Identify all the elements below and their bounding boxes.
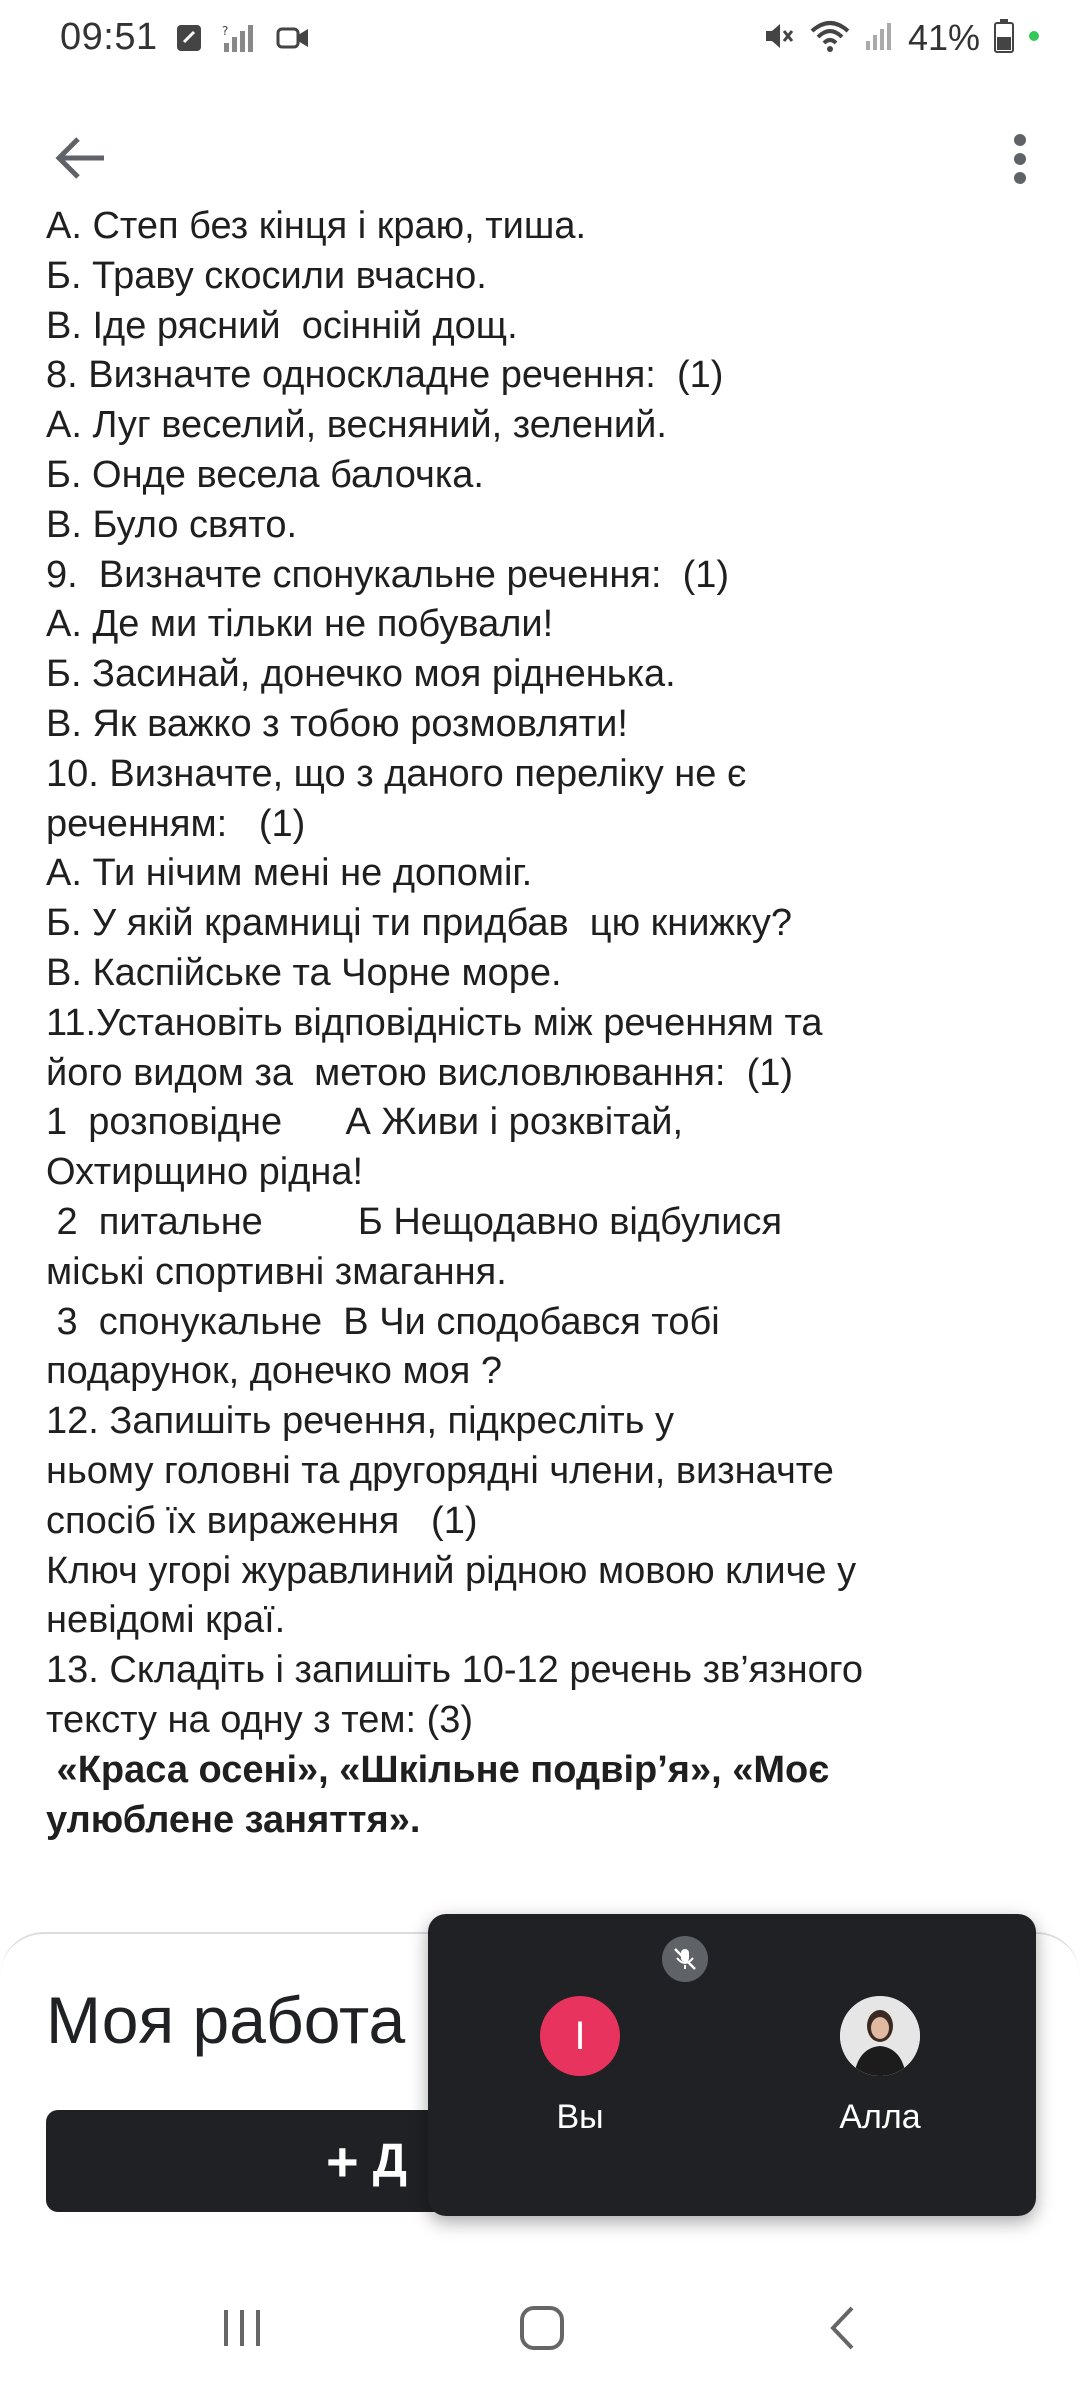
document-line: В. Каспійське та Чорне море. <box>46 951 562 994</box>
document-line: Б. Онде весела балочка. <box>46 453 484 496</box>
document-line: 9. Визначте спонукальне речення: (1) <box>46 553 730 596</box>
document-line: 10. Визначте, що з даного переліку не є <box>46 752 747 795</box>
document-line: Ключ угорі журавлиний рідною мовою кличе у <box>46 1549 857 1592</box>
document-line: улюблене заняття». <box>46 1798 421 1841</box>
document-line: міські спортивні змагання. <box>46 1250 507 1293</box>
participant-alla[interactable] <box>780 1996 980 2137</box>
document-line: Б. Засинай, донечко моя рідненька. <box>46 653 676 696</box>
mute-icon <box>762 19 796 58</box>
document-line: 2 питальне Б Нещодавно відбулися <box>46 1200 783 1243</box>
screenshot-icon <box>176 24 202 57</box>
nav-back-button[interactable] <box>782 2300 902 2360</box>
document-content[interactable] <box>46 206 1046 1906</box>
plus-icon: + <box>326 2129 359 2193</box>
document-line: А. Степ без кінця і краю, тиша. <box>46 206 587 247</box>
document-line: 11.Установіть відповідність між реченням та <box>46 1001 823 1044</box>
navigation-bar <box>0 2260 1080 2400</box>
document-line: А. Ти нічим мені не допоміг. <box>46 852 533 895</box>
document-line: 13. Складіть і запишіть 10-12 речень зв’язного <box>46 1649 863 1692</box>
status-right-icons <box>762 16 1040 60</box>
add-work-label: Д <box>372 2134 407 2188</box>
document-text <box>46 206 863 1845</box>
signal-icon <box>864 21 894 56</box>
recents-button[interactable] <box>182 2300 302 2360</box>
status-bar <box>0 0 1080 80</box>
document-line: Охтирщино рідна! <box>46 1151 364 1194</box>
document-line: 8. Визначте односкладне речення: (1) <box>46 354 724 397</box>
home-button[interactable] <box>482 2300 602 2360</box>
status-left-icons <box>176 20 310 60</box>
status-time: 09:51 <box>60 16 158 58</box>
participant-name-alla: Алла <box>839 2098 921 2136</box>
document-line: «Краса осені», «Шкільне подвір’я», «Моє <box>46 1748 830 1791</box>
battery-icon <box>994 19 1014 58</box>
document-line: А. Луг веселий, весняний, зелений. <box>46 404 667 447</box>
document-line: його видом за метою висловлювання: (1) <box>46 1051 794 1094</box>
home-icon <box>518 2304 566 2357</box>
video-icon <box>276 25 310 56</box>
document-line: невідомі краї. <box>46 1599 286 1642</box>
more-vert-icon <box>1013 133 1027 190</box>
arrow-left-icon <box>54 136 106 185</box>
document-line: В. Як важко з тобою розмовляти! <box>46 702 628 745</box>
document-line: реченням: (1) <box>46 802 306 845</box>
document-line: 12. Запишіть речення, підкресліть у <box>46 1400 675 1443</box>
document-line: подарунок, донечко моя ? <box>46 1350 502 1393</box>
document-line: В. Було свято. <box>46 503 298 546</box>
avatar-alla <box>840 1996 920 2076</box>
wifi-icon <box>810 19 850 58</box>
no-signal-icon <box>222 23 256 58</box>
document-line: 3 спонукальне В Чи сподобався тобі <box>46 1300 720 1343</box>
my-work-title: Моя работа <box>46 1983 406 2057</box>
back-button[interactable] <box>40 130 120 190</box>
document-line: А. Де ми тільки не побували! <box>46 603 554 646</box>
document-line: Б. У якій крамниці ти придбав цю книжку? <box>46 902 793 945</box>
participant-you[interactable] <box>480 1996 680 2137</box>
document-line: Б. Траву скосили вчасно. <box>46 254 487 297</box>
recents-icon <box>220 2308 264 2353</box>
call-overlay[interactable] <box>428 1914 1036 2216</box>
back-chevron-icon <box>827 2304 857 2357</box>
document-line: 1 розповідне А Живи і розквітай, <box>46 1101 684 1144</box>
participant-name-you: Вы <box>556 2098 604 2136</box>
avatar-you <box>540 1996 620 2076</box>
app-bar <box>0 100 1080 220</box>
avatar-initial: I <box>574 2013 586 2058</box>
document-line: тексту на одну з тем: (3) <box>46 1698 474 1741</box>
document-line: спосіб їх вираження (1) <box>46 1499 478 1542</box>
notification-dot-icon <box>1028 29 1040 47</box>
battery-percent: 41% <box>907 17 980 58</box>
document-line: ньому головні та другорядні члени, визначте <box>46 1449 834 1492</box>
more-options-button[interactable] <box>990 126 1050 196</box>
mic-off-icon <box>662 1936 708 1982</box>
document-line: В. Іде рясний осінній дощ. <box>46 304 518 347</box>
svg-text:?: ? <box>222 23 229 38</box>
